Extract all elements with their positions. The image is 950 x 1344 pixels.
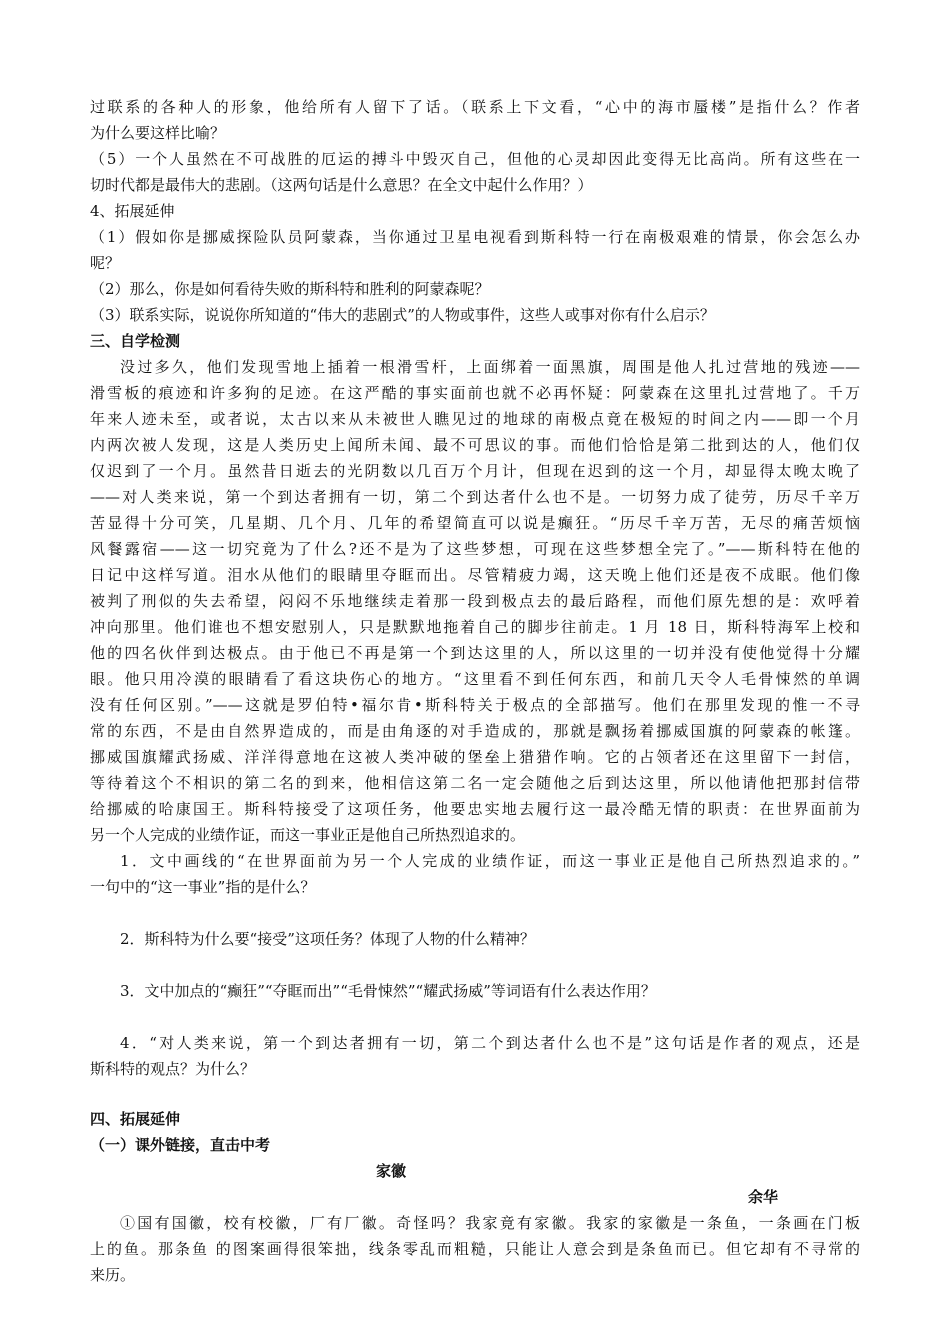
text-line: 切时代都是最伟大的悲剧。（这两句话是什么意思？在全文中起什么作用？） [90, 176, 593, 194]
passage-line: 冲向那里。他们谁也不想安慰别人，只是默默地拖着自己的脚步往前走。1 月 18 日，斯科特海军上校和 [90, 618, 860, 636]
question-line: 斯科特的观点？为什么？ [90, 1060, 256, 1078]
passage-line: 风餐露宿——这一切究竟为了什么?还不是为了这些梦想，可现在这些梦想全完了。”——斯科特在他的 [90, 540, 860, 558]
passage-line: 被判了刑似的失去希望，闷闷不乐地继续走着那一段到极点去的最后路程，而他们原先想的是：欢呼着 [90, 592, 860, 610]
essay-author: 余华 [747, 1188, 778, 1206]
passage-line: ——对人类来说，第一个到达者拥有一切，第二个到达者什么也不是。一切努力成了徒劳，历尽千辛万 [90, 488, 860, 506]
passage-line: 没有任何区别。”——这就是罗伯特•福尔肯•斯科特关于极点的全部描写。他们在那里发现的惟一不寻 [90, 696, 860, 714]
text-line: 过联系的各种人的形象，他给所有人留下了话。（联系上下文看，“心中的海市蜃楼”是指什么？作者 [90, 98, 860, 116]
question-2: 2．斯科特为什么要“接受”这项任务？体现了人物的什么精神？ [120, 930, 535, 948]
passage-line: 眼。他只用冷漠的眼睛看了看这块伤心的地方。“这里看不到任何东西，和前几天令人毛骨悚然的单调 [90, 670, 860, 688]
prior-questions [90, 94, 860, 198]
passage-line: 没过多久，他们发现雪地上插着一根滑雪杆，上面绑着一面黑旗，周围是他人扎过营地的残迹—— [120, 358, 860, 376]
essay-title: 家徽 [376, 1162, 407, 1180]
essay-line: ①国有国徽，校有校徽，厂有厂徽。奇怪吗？我家竟有家徽。我家的家徽是一条鱼，一条画在门板 [120, 1214, 860, 1232]
passage-line: 苦显得十分可笑，几星期、几个月、几年的希望简直可以说是癫狂。“历尽千辛万苦，无尽的痛苦烦恼 [90, 514, 860, 532]
question-line: 1．文中画线的“在世界面前为另一个人完成的业绩作证，而这一事业正是他自己所热烈追求的。” [120, 852, 860, 870]
answer-space [90, 900, 860, 926]
answer-space [90, 1082, 860, 1106]
subsection-heading: （一）课外链接，直击中考 [90, 1136, 271, 1154]
passage-line: 内两次被人发现，这是人类历史上闻所未闻、最不可思议的事。而他们恰恰是第二批到达的人，他们仅 [90, 436, 860, 454]
question-3: 3．文中加点的“癫狂”“夺眶而出”“毛骨悚然”“耀武扬威”等词语有什么表达作用？ [120, 982, 656, 1000]
question-line: 呢？ [90, 254, 121, 272]
text-line: 为什么要这样比喻？ [90, 124, 226, 142]
question-line: （3）联系实际，说说你所知道的“伟大的悲剧式”的人物或事件，这些人或事对你有什么启示？ [90, 306, 715, 324]
document-page [90, 94, 860, 1288]
reading-passage [90, 354, 860, 848]
passage-line: 另一个人完成的业绩作证，而这一事业正是他自己所热烈追求的。 [90, 826, 526, 844]
question-line: （1）假如你是挪威探险队员阿蒙森，当你通过卫星电视看到斯科特一行在南极艰难的情景，你会怎么办 [90, 228, 860, 246]
essay-line: 上的鱼。那条鱼 的图案画得很笨拙，线条零乱而粗糙，只能让人意会到是条鱼而已。但它却有不寻常的 [90, 1240, 860, 1258]
passage-line: 滑雪板的痕迹和许多狗的足迹。在这严酷的事实面前也就不必再怀疑：阿蒙森在这里扎过营地了。千万 [90, 384, 860, 402]
passage-line: 等待着这个不相识的第二名的到来，他相信这第二名一定会随他之后到达这里，所以他请他把那封信带 [90, 774, 860, 792]
question-line: （2）那么，你是如何看待失败的斯科特和胜利的阿蒙森呢？ [90, 280, 490, 298]
text-line: （5）一个人虽然在不可战胜的厄运的搏斗中毁灭自己，但他的心灵却因此变得无比高尚。所有这些在一 [90, 150, 860, 168]
answer-space [90, 1004, 860, 1030]
section-heading-extension-small: 4、拓展延伸 [90, 202, 175, 220]
essay-body [90, 1210, 860, 1288]
passage-line: 挪威国旗耀武扬威、洋洋得意地在这被人类冲破的堡垒上猎猎作响。它的占领者还在这里留下一封信， [90, 748, 860, 766]
essay-line: 来历。 [90, 1266, 136, 1284]
question-line: 4．“对人类来说，第一个到达者拥有一切，第二个到达者什么也不是”这句话是作者的观点，还是 [120, 1034, 860, 1052]
question-1 [90, 848, 860, 900]
question-line: 一句中的“这一事业”指的是什么？ [90, 878, 316, 896]
passage-line: 常的东西，不是由自然界造成的，而是由角逐的对手造成的，那就是飘扬着挪威国旗的阿蒙森的帐篷。 [90, 722, 860, 740]
extension-questions [90, 224, 860, 328]
passage-line: 年来人迹未至，或者说，太古以来从未被世人瞧见过的地球的南极点竟在极短的时间之内——即一个月 [90, 410, 860, 428]
passage-line: 日记中这样写道。泪水从他们的眼睛里夺眶而出。尽管精疲力竭，这天晚上他们还是夜不成眠。他们像 [90, 566, 860, 584]
passage-line: 仅迟到了一个月。虽然昔日逝去的光阴数以几百万个月计，但现在迟到的这一个月，却显得太晚太晚了 [90, 462, 860, 480]
answer-space [90, 952, 860, 978]
section-heading-self-test: 三、自学检测 [90, 332, 181, 350]
passage-line: 给挪威的哈康国王。斯科特接受了这项任务，他要忠实地去履行这一最冷酷无情的职责：在世界面前为 [90, 800, 860, 818]
passage-line: 他的四名伙伴到达极点。由于他已不再是第一个到达这里的人，所以这里的一切并没有使他觉得十分耀 [90, 644, 860, 662]
section-heading-extension: 四、拓展延伸 [90, 1110, 181, 1128]
question-4 [90, 1030, 860, 1082]
